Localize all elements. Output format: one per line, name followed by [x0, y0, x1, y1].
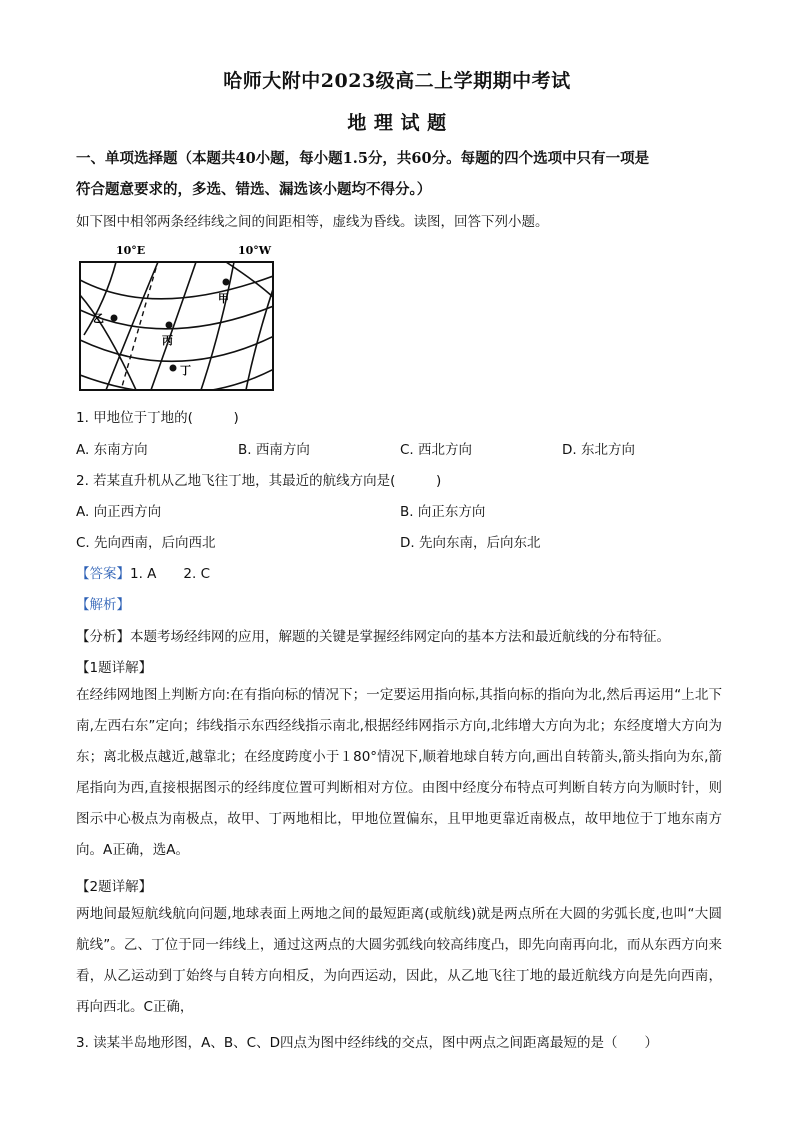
q2-option-c: C. 先向西南，后向西北	[76, 535, 216, 551]
point-bing-dot	[166, 322, 173, 329]
point-jia-dot	[223, 279, 230, 286]
question-intro: 如下图中相邻两条经纬线之间的间距相等，虚线为昏线。读图，回答下列小题。	[76, 214, 549, 230]
analysis-tag: 【解析】	[76, 597, 130, 613]
fenxi-tag: 【分析】	[76, 629, 130, 645]
graticule-lines	[80, 262, 276, 393]
point-jia-label: 甲	[218, 292, 229, 305]
detail1-text: 在经纬网地图上判断方向:在有指向标的情况下；一定要运用指向标,其指向标的指向为北,然后再运用“上北下南,左西右东”定向；纬线指示东西经线指示南北,根据经纬网指示方向,北纬增大方向为北；东经度增大方向为东；离北极点越近,越靠北；在经度跨度小于１80°情况下,顺着地球自转方向,画出自转箭头,箭头指向为东,箭尾指向为西,直接根据图示的经纬度位置可判断相对方位。由图中经度分布特点可判断自转方向为顺时针，则图示中心极点为南极点，故甲、丁两地相比，甲地位置偏东，且甲地更靠近南极点，故甲地位于丁地东南方向。A正确，选A。	[76, 687, 722, 858]
q2-option-d: D. 先向东南，后向东北	[400, 535, 541, 551]
q1-option-c: C. 西北方向	[400, 442, 473, 458]
graticule-map	[76, 240, 286, 395]
q1-stem: 1. 甲地位于丁地的( )	[76, 410, 239, 426]
point-yi-dot	[111, 315, 118, 322]
detail2-text: 两地间最短航线航向问题,地球表面上两地之间的最短距离(或航线)就是两点所在大圆的劣弧长度,也叫“大圆航线”。乙、丁位于同一纬线上，通过这两点的大圆劣弧线向较高纬度凸，即先向南再向北，而从东西方向来看，从乙运动到丁始终与自转方向相反，为向西运动，因此，从乙地飞往丁地的最近航线方向是先向西南，再向西北。C正确，	[76, 906, 722, 1015]
exam-subtitle: 地 理 试 题	[347, 112, 447, 134]
point-bing-label: 丙	[162, 334, 173, 347]
q1-option-b: B. 西南方向	[238, 442, 310, 458]
q2-option-b: B. 向正东方向	[400, 504, 486, 520]
exam-title: 哈师大附中2023级高二上学期期中考试	[223, 70, 571, 92]
answer-text: 1. A 2. C	[130, 566, 211, 582]
q1-option-a: A. 东南方向	[76, 442, 148, 458]
q1-option-d: D. 东北方向	[562, 442, 635, 458]
graticule-figure	[76, 240, 286, 399]
point-ding-dot	[170, 365, 177, 372]
fenxi-text: 本题考场经纬网的应用，解题的关键是掌握经纬网定向的基本方法和最近航线的分布特征。	[130, 629, 670, 645]
fenxi-line	[76, 625, 670, 645]
map-frame	[80, 262, 273, 390]
detail2-tag: 【2题详解】	[76, 879, 153, 895]
q2-stem: 2. 若某直升机从乙地飞往丁地，其最近的航线方向是( )	[76, 473, 442, 489]
detail1-tag: 【1题详解】	[76, 660, 153, 676]
point-yi-label: 乙	[93, 312, 104, 325]
answer-line	[76, 562, 210, 582]
answer-tag: 【答案】	[76, 566, 130, 582]
label-10e: 10°E	[116, 244, 146, 257]
q3-stem: 3. 读某半岛地形图，A、B、C、D四点为图中经纬线的交点，图中两点之间距离最短的是（ ）	[76, 1035, 658, 1051]
section-heading-line1: 一、单项选择题（本题共40小题，每小题1.5分，共60分。每题的四个选项中只有一项是	[76, 150, 650, 167]
section-heading-line2: 符合题意要求的，多选、错选、漏选该小题均不得分。）	[76, 181, 432, 198]
label-10w: 10°W	[238, 244, 272, 257]
q2-option-a: A. 向正西方向	[76, 504, 162, 520]
point-ding-label: 丁	[180, 364, 191, 377]
